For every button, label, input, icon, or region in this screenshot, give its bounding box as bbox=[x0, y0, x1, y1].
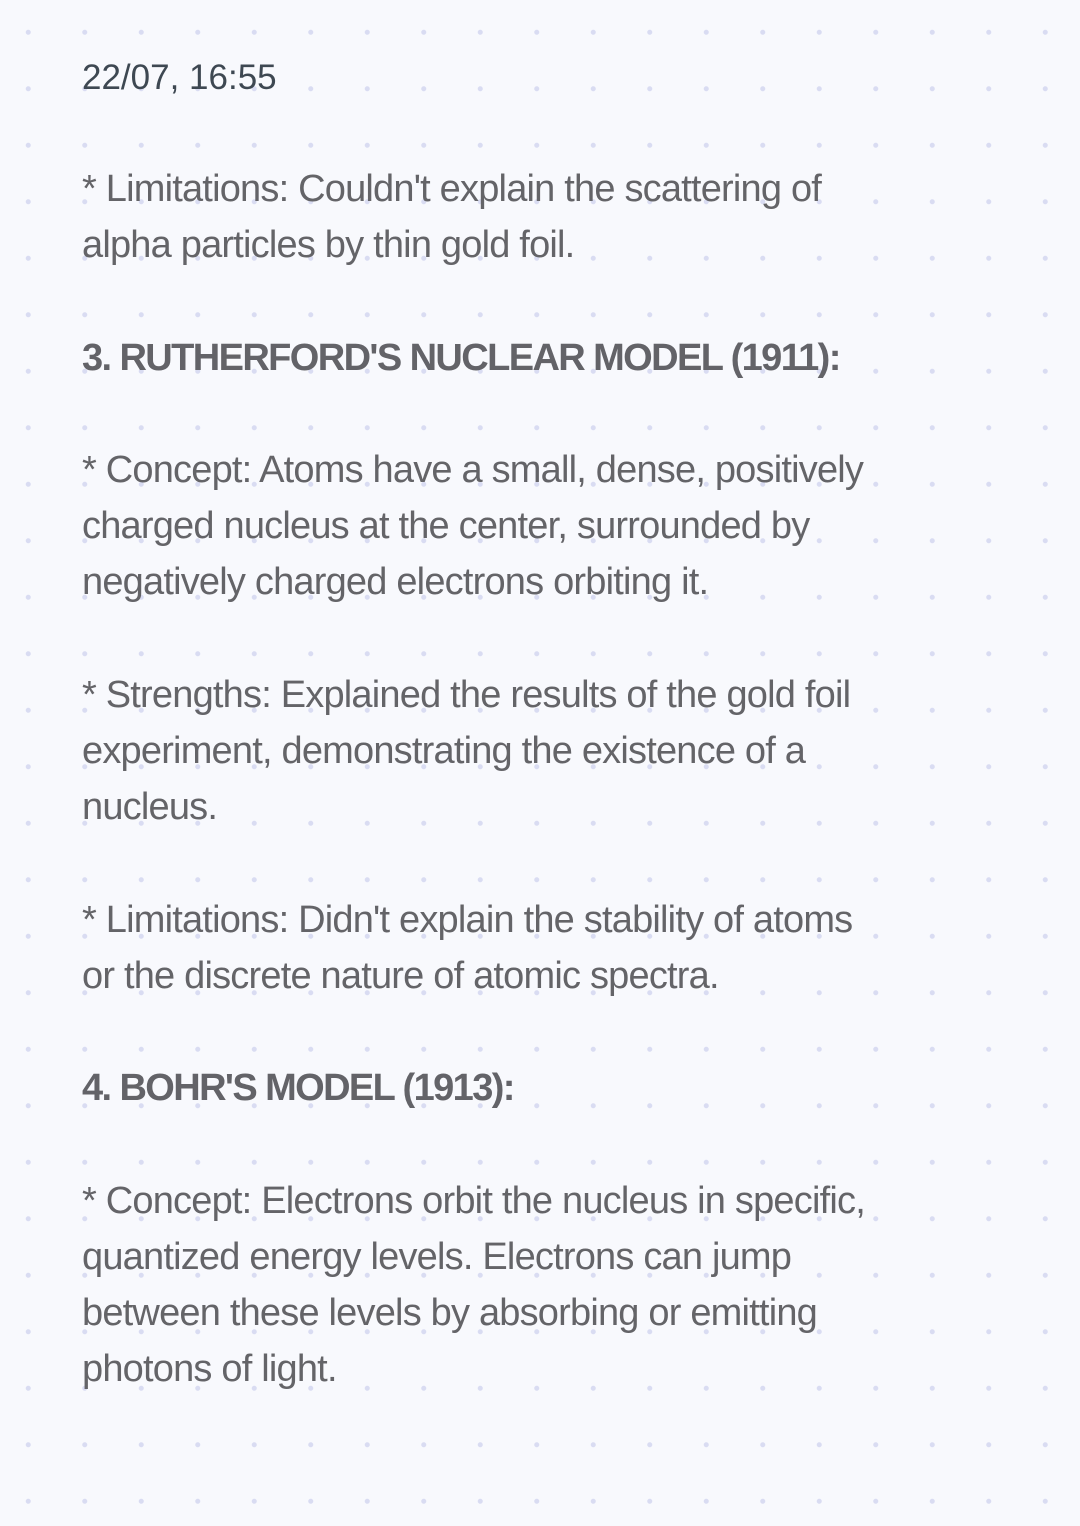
text-line: charged nucleus at the center, surrounded by bbox=[82, 505, 810, 548]
text-line: alpha particles by thin gold foil. bbox=[82, 224, 575, 267]
section-heading bbox=[82, 330, 1042, 386]
paragraph-gap bbox=[82, 1004, 1042, 1060]
paragraph bbox=[82, 667, 1042, 836]
text-line: * Concept: Electrons orbit the nucleus in specific, bbox=[82, 1179, 865, 1222]
paragraph-gap bbox=[82, 611, 1042, 667]
text-line: 4. BOHR'S MODEL (1913): bbox=[82, 1067, 514, 1110]
note-timestamp: 22/07, 16:55 bbox=[82, 58, 277, 97]
text-line: * Limitations: Didn't explain the stability of atoms bbox=[82, 898, 853, 941]
paragraph bbox=[82, 892, 1042, 1004]
text-line: * Limitations: Couldn't explain the scattering of bbox=[82, 168, 822, 210]
text-line: photons of light. bbox=[82, 1348, 337, 1391]
paragraph bbox=[82, 1173, 1042, 1398]
text-line: or the discrete nature of atomic spectra. bbox=[82, 954, 719, 997]
text-line: * Strengths: Explained the results of the gold foil bbox=[82, 673, 851, 716]
paragraph-gap bbox=[82, 386, 1042, 442]
text-line: nucleus. bbox=[82, 786, 218, 829]
paragraph-gap bbox=[82, 273, 1042, 329]
section-heading bbox=[82, 1060, 1042, 1116]
text-line: negatively charged electrons orbiting it. bbox=[82, 561, 709, 604]
paragraph-gap bbox=[82, 1116, 1042, 1172]
paragraph-gap bbox=[82, 835, 1042, 891]
paragraph bbox=[82, 161, 1042, 273]
paragraph bbox=[82, 442, 1042, 611]
note-body bbox=[82, 161, 1042, 1397]
text-line: between these levels by absorbing or emitting bbox=[82, 1291, 818, 1334]
text-line: 3. RUTHERFORD'S NUCLEAR MODEL (1911): bbox=[82, 336, 840, 379]
text-line: quantized energy levels. Electrons can jump bbox=[82, 1235, 792, 1278]
text-line: * Concept: Atoms have a small, dense, positively bbox=[82, 448, 864, 491]
text-line: experiment, demonstrating the existence of a bbox=[82, 729, 806, 772]
